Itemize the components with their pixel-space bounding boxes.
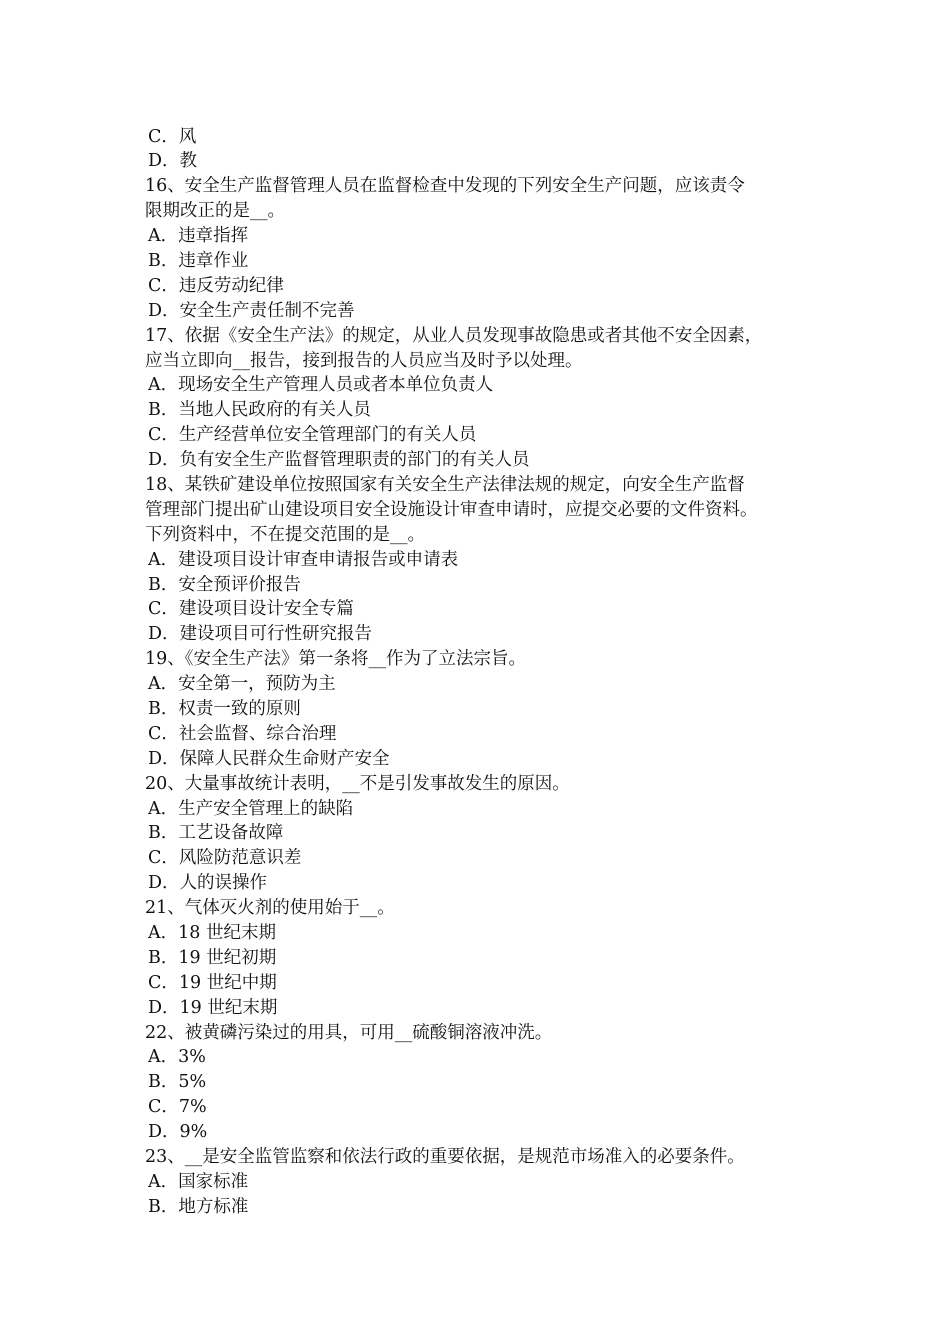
question-text: 18、某铁矿建设单位按照国家有关安全生产法律法规的规定，向安全生产监督 xyxy=(145,474,745,495)
question-text: 20、大量事故统计表明，__不是引发事故发生的原因。 xyxy=(145,773,570,794)
answer-option: D．教 xyxy=(148,151,198,172)
answer-option: D．9% xyxy=(148,1122,208,1143)
answer-option: B．5% xyxy=(148,1072,207,1093)
question-text: 17、依据《安全生产法》的规定，从业人员发现事故隐患或者其他不安全因素， xyxy=(145,325,763,346)
answer-option: B．当地人民政府的有关人员 xyxy=(148,400,371,421)
answer-option: A．安全第一，预防为主 xyxy=(148,674,336,695)
answer-option: D．19 世纪末期 xyxy=(148,997,278,1018)
answer-option: A．建设项目设计审查申请报告或申请表 xyxy=(148,549,459,570)
question-text: 下列资料中，不在提交范围的是__。 xyxy=(145,524,425,545)
answer-option: A．18 世纪末期 xyxy=(148,923,276,943)
answer-option: B．违章作业 xyxy=(148,250,249,271)
answer-option: C．违反劳动纪律 xyxy=(148,275,284,296)
answer-option: C．生产经营单位安全管理部门的有关人员 xyxy=(148,425,477,446)
question-text: 23、__是安全监管监察和依法行政的重要依据，是规范市场准入的必要条件。 xyxy=(145,1147,745,1168)
answer-option: B．19 世纪初期 xyxy=(148,947,277,968)
question-text: 16、安全生产监督管理人员在监督检查中发现的下列安全生产问题，应该责令 xyxy=(145,176,745,197)
answer-option: C．社会监督、综合治理 xyxy=(148,723,337,744)
answer-option: A．3% xyxy=(148,1047,206,1068)
answer-option: C．风险防范意识差 xyxy=(148,848,302,869)
answer-option: B．工艺设备故障 xyxy=(148,823,284,844)
answer-option: D．负有安全生产监督管理职责的部门的有关人员 xyxy=(148,450,530,471)
question-text: 限期改正的是__。 xyxy=(145,201,285,222)
answer-option: D．人的误操作 xyxy=(148,873,268,894)
answer-option: D．保障人民群众生命财产安全 xyxy=(148,748,390,769)
answer-option: B．地方标准 xyxy=(148,1196,249,1217)
answer-option: D．安全生产责任制不完善 xyxy=(148,300,355,321)
question-text: 19、《安全生产法》第一条将__作为了立法宗旨。 xyxy=(145,649,527,670)
question-text: 21、气体灭火剂的使用始于__。 xyxy=(145,898,395,919)
answer-option: A．国家标准 xyxy=(148,1171,249,1192)
answer-option: A．现场安全生产管理人员或者本单位负责人 xyxy=(148,375,494,396)
answer-option: A．违章指挥 xyxy=(148,226,249,247)
answer-option: B．权责一致的原则 xyxy=(148,698,301,719)
answer-option: A．生产安全管理上的缺陷 xyxy=(148,798,354,819)
document-body xyxy=(145,125,830,1220)
answer-option: C．建设项目设计安全专篇 xyxy=(148,599,354,620)
answer-option: B．安全预评价报告 xyxy=(148,574,301,595)
question-text: 应当立即向__报告，接到报告的人员应当及时予以处理。 xyxy=(145,350,583,371)
answer-option: D．建设项目可行性研究报告 xyxy=(148,624,373,645)
question-text: 管理部门提出矿山建设项目安全设施设计审查申请时，应提交必要的文件资料。 xyxy=(145,499,758,520)
answer-option: C．19 世纪中期 xyxy=(148,972,277,993)
answer-option: C．风 xyxy=(148,126,197,147)
answer-option: C．7% xyxy=(148,1097,207,1118)
question-text: 22、被黄磷污染过的用具，可用__硫酸铜溶液冲洗。 xyxy=(145,1022,553,1043)
